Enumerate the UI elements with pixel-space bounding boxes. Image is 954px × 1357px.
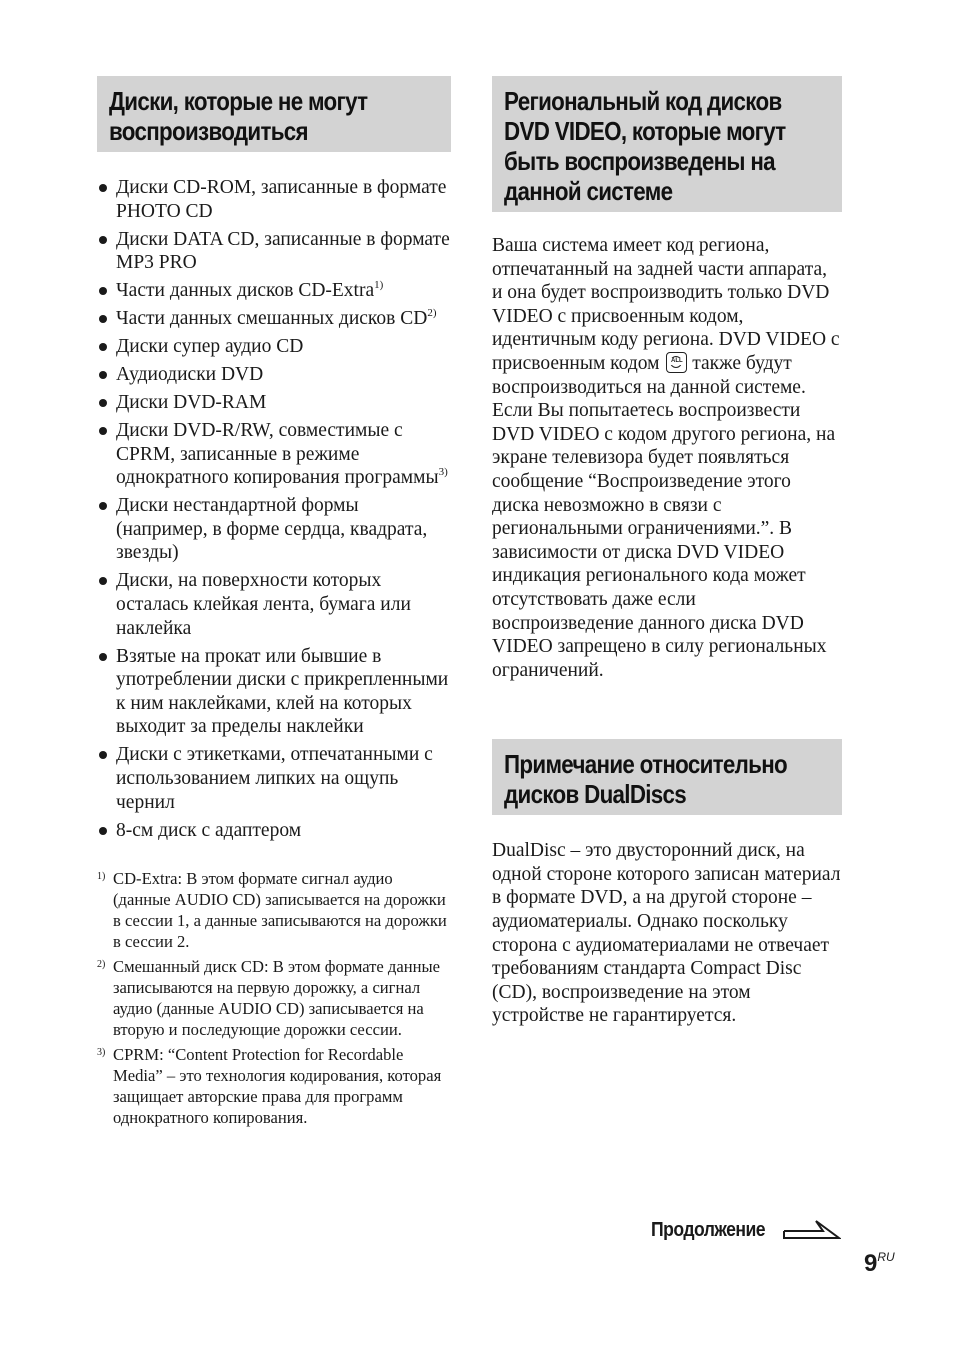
footnote: 2) Смешанный диск CD: В этом формате данные записываются на первую дорожку, а сигнал аудио (данные AUDIO CD) записывается на вторую и последующие дорожки сессии. xyxy=(97,957,440,1040)
heading-line: воспроизводиться xyxy=(109,116,308,146)
heading-line: дисков DualDiscs xyxy=(504,779,687,810)
footnote-ref: 3) xyxy=(438,466,448,479)
heading-line: Примечание относительно xyxy=(504,749,788,780)
section-heading-unplayable xyxy=(97,76,451,152)
footnote-ref: 1) xyxy=(374,279,384,292)
page-language: RU xyxy=(877,1250,895,1264)
section-heading-dualdisc xyxy=(492,739,842,815)
list-item: Диски нестандартной формы (например, в форме сердца, квадрата, звезды) xyxy=(97,494,451,565)
right-column xyxy=(492,76,842,1028)
heading-line: быть воспроизведены на xyxy=(504,146,775,176)
dualdisc-paragraph: DualDisc – это двусторонний диск, на одной стороне которого записан материал в формате DVD, а на другой стороне – аудиоматериалы. Однако поскольку сторона с аудиоматериалами не отвечает требованиям стандарта Compact Disc (CD), воспроизведение на этом устройстве не гарантируется. xyxy=(492,840,841,1027)
list-item: Диски CD-ROM, записанные в формате PHOTO CD xyxy=(97,176,451,223)
list-item: 8-см диск с адаптером xyxy=(97,819,451,843)
heading-line: Диски, которые не могут xyxy=(109,86,368,116)
footnote: 3) CPRM: “Content Protection for Recordable Media” – это технология кодирования, которая защищает авторские права для программ однократного копирования. xyxy=(97,1045,442,1128)
continued-label: Продолжение xyxy=(651,1219,766,1241)
list-item: Диски DVD-R/RW, совместимые с CPRM, записанные в режиме однократного копирования программы$^{3)}$ xyxy=(97,419,451,490)
list-item: Аудиодиски DVD xyxy=(97,363,451,387)
footnote-ref: 2) xyxy=(427,307,437,320)
heading-line: Региональный код дисков xyxy=(504,86,782,116)
list-item: Диски DATA CD, записанные в формате MP3 PRO xyxy=(97,228,451,275)
continued-arrow-icon xyxy=(783,1217,841,1243)
list-item: Диски DVD-RAM xyxy=(97,391,451,415)
region-paragraph-2: Если Вы попытаетесь воспроизвести DVD VIDEO с кодом другого региона, на экране телевизора будет появляться сообщение “Воспроизведение этого диска невозможно в связи с региональными ограничениями.”. В зависимости от диска DVD VIDEO индикация регионального кода может отсутствовать даже если воспроизведение данного диска DVD VIDEO запрещено в силу региональных ограничений. xyxy=(492,400,836,681)
heading-line: DVD VIDEO, которые могут xyxy=(504,116,786,146)
region-paragraph-1: Ваша система имеет код региона, отпечатанный на задней части аппарата, и она будет воспроизводить только DVD VIDEO с присвоенным кодом, идентичным коду региона. DVD VIDEO с присвоенным кодом ALL также будут воспроизводиться на данной системе. xyxy=(492,235,840,398)
footnotes xyxy=(97,868,451,1128)
list-item: Диски супер аудио CD xyxy=(97,335,451,359)
section-heading-region-code xyxy=(492,76,842,212)
list-item: Части данных дисков CD-Extra$^{1)}$ xyxy=(97,279,451,303)
list-item: Части данных смешанных дисков CD$^{2)}$ xyxy=(97,307,451,331)
page-number: $9^{RU}$ xyxy=(864,1250,895,1277)
list-item: Диски, на поверхности которых осталась клейкая лента, бумага или наклейка xyxy=(97,569,451,640)
list-item: Диски с этикетками, отпечатанными с использованием липких на ощупь чернил xyxy=(97,743,451,814)
left-column xyxy=(97,76,451,1132)
region-all-icon: ALL xyxy=(666,352,687,373)
unplayable-discs-list xyxy=(97,176,451,842)
list-item: Взятые на прокат или бывшие в употреблении диски с прикрепленными к ним наклейками, клей на которых выходит за пределы наклейки xyxy=(97,645,451,739)
footnote: 1) CD-Extra: В этом формате сигнал аудио (данные AUDIO CD) записывается на дорожки в сессии 1, а данные записываются на дорожки в сессии 2. xyxy=(97,869,447,952)
heading-line: данной системе xyxy=(504,176,673,206)
